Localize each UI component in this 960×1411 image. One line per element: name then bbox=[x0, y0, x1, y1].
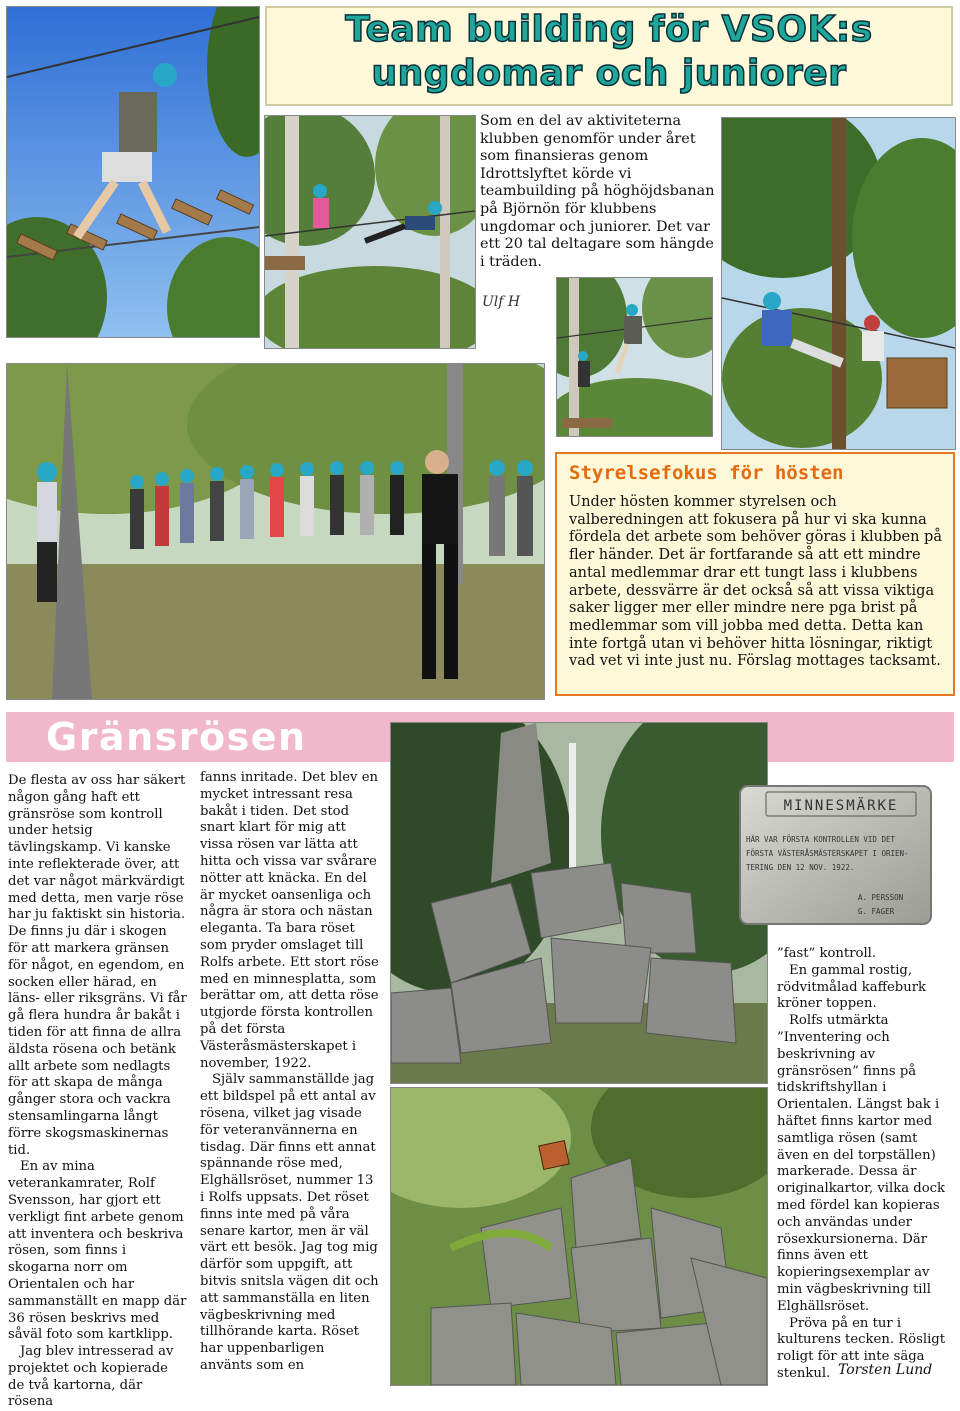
article-paragraph: ”fast” kontroll. bbox=[777, 946, 877, 961]
plaque-line: G. FAGER bbox=[858, 907, 895, 916]
photo-climber-middle bbox=[556, 277, 713, 437]
plaque-line: TERING DEN 12 NOV. 1922. bbox=[746, 863, 855, 872]
section-title: Gränsrösen bbox=[46, 715, 307, 759]
intro-signature: Ulf H bbox=[482, 294, 521, 310]
photo-tree-climber-right bbox=[721, 117, 956, 450]
photo-climbers-trees bbox=[264, 115, 476, 349]
photo-group bbox=[6, 363, 545, 700]
article-paragraph: En av mina veterankamrater, Rolf Svensson, har gjort ett verkligt fint arbete genom att inventera och beskriva rösen, som finns i skogarna norr om Orientalen och har sammanställt en mapp där 36 rösen beskrivs med såväl foto som kartklipp. bbox=[8, 1159, 187, 1343]
headline-line-1: Team building för VSOK:s bbox=[345, 9, 873, 50]
photo-climber-bridge bbox=[6, 6, 260, 338]
article-paragraph: De flesta av oss har säkert någon gång haft ett gränsröse som kontroll under hetsig tävlingskamp. Vi kanske inte reflekterade över, att det var något märkvärdigt med detta, men varje röse har ju faktiskt sin historia. De finns ju där i skogen för att markera gränsen för något, en egendom, en socken eller härad, en läns- eller riksgräns. Vi får gå flera hundra år bakåt i tiden för att finna de allra äldsta rösena och betänk allt arbete som nedlagts för att skapa de många gånger stora och vackra stensamlingarna långt förre skogsmaskinernas tid. bbox=[8, 773, 187, 1158]
article-paragraph: En gammal rostig, rödvitmålad kaffeburk kröner toppen. bbox=[777, 962, 926, 1012]
plaque-line: A. PERSSON bbox=[858, 893, 904, 902]
article-column-2 bbox=[200, 770, 380, 1375]
headline-box bbox=[265, 6, 953, 106]
article-column-1 bbox=[8, 773, 188, 1411]
plaque-line: HÄR VAR FÖRSTA KONTROLLEN VID DET bbox=[746, 835, 896, 844]
intro-text: Som en del av aktiviteterna klubben genomför under året som finansieras genom Idrottslyftet körde vi teambuilding på höghöjdsbanan på Björnön för klubbens ungdomar och juniorer. Det var ett 20 tal deltagare som hängde i träden. bbox=[480, 113, 715, 270]
notice-title: Styrelsefokus för hösten bbox=[569, 462, 844, 484]
article-paragraph: Själv sammanställde jag ett bildspel på ett antal av rösena, vilket jag visade för veteranvännerna en tisdag. Där finns ett annat spännande röse med, Elghällsröset, nummer 13 i Rolfs uppsats. Det röset finns inte med på våra senare kartor, men är väl värt ett besök. Jag tog mig därför som uppgift, att bitvis snitsla vägen dit och att sammanställa en liten vägbeskrivning med tillhörande karta. Röset har uppenbarligen använts som en bbox=[200, 1072, 379, 1373]
photo-memorial-plaque bbox=[738, 784, 933, 926]
photo-boundary-cairn bbox=[390, 722, 768, 1084]
article-paragraph: fanns inritade. Det blev en mycket intressant resa bakåt i tiden. Det stod snart klart för mig att vissa rösen var lätta att hitta och vissa var svårare nötter att knäcka. En del är mycket oansenliga och några är stora och nästan eleganta. Ta bara röset som pryder omslaget till Rolfs arbete. Ett stort röse med en minnesplatta, som berättar om, att detta röse utgjorde första kontrollen på det första Västeråsmästerskapet i november, 1922. bbox=[200, 770, 379, 1071]
article-paragraph: Jag blev intresserad av projektet och kopierade de två kartorna, där rösena bbox=[8, 1344, 174, 1410]
article-column-3 bbox=[777, 946, 952, 1383]
article-paragraph: Rolfs utmärkta ”Inventering och beskrivning av gränsrösen” finns på tidskriftshyllan i Orientalen. Längst bak i häftet finns kartor med samtliga rösen (samt även en del torpställen) markerade. Dessa är originalkartor, vilka dock med fördel kan kopieras och användas under rösexkursionerna. Där finns även ett kopieringsexemplar av min vägbeskrivning till Elghällsröset. bbox=[777, 1013, 946, 1314]
headline-line-2: ungdomar och juniorer bbox=[371, 53, 847, 94]
photo-mossy-cairn bbox=[390, 1087, 768, 1386]
article-paragraph: Pröva på en tur i kulturens tecken. Rösligt roligt för att inte säga stenkul. bbox=[777, 1315, 946, 1381]
plaque-heading: MINNESMÄRKE bbox=[783, 798, 899, 814]
plaque-line: FÖRSTA VÄSTERÅSMÄSTERSKAPET I ORIEN- bbox=[746, 849, 909, 858]
notice-text: Under hösten kommer styrelsen och valberedningen att fokusera på hur vi ska kunna fördela det arbete som behöver göras i klubben på fler händer. Det är fortfarande så att ett mindre antal medlemmar drar ett tungt lass i klubbens arbete, dessvärre är det också så att vissa viktiga saker ligger mer eller mindre nere pga brist på medlemmar som vill jobba med detta. Detta kan inte fortgå utan vi behöver hitta lösningar, riktigt vad vet vi inte just nu. Förslag mottages tacksamt. bbox=[569, 494, 942, 670]
article-signature: Torsten Lund bbox=[838, 1362, 933, 1378]
